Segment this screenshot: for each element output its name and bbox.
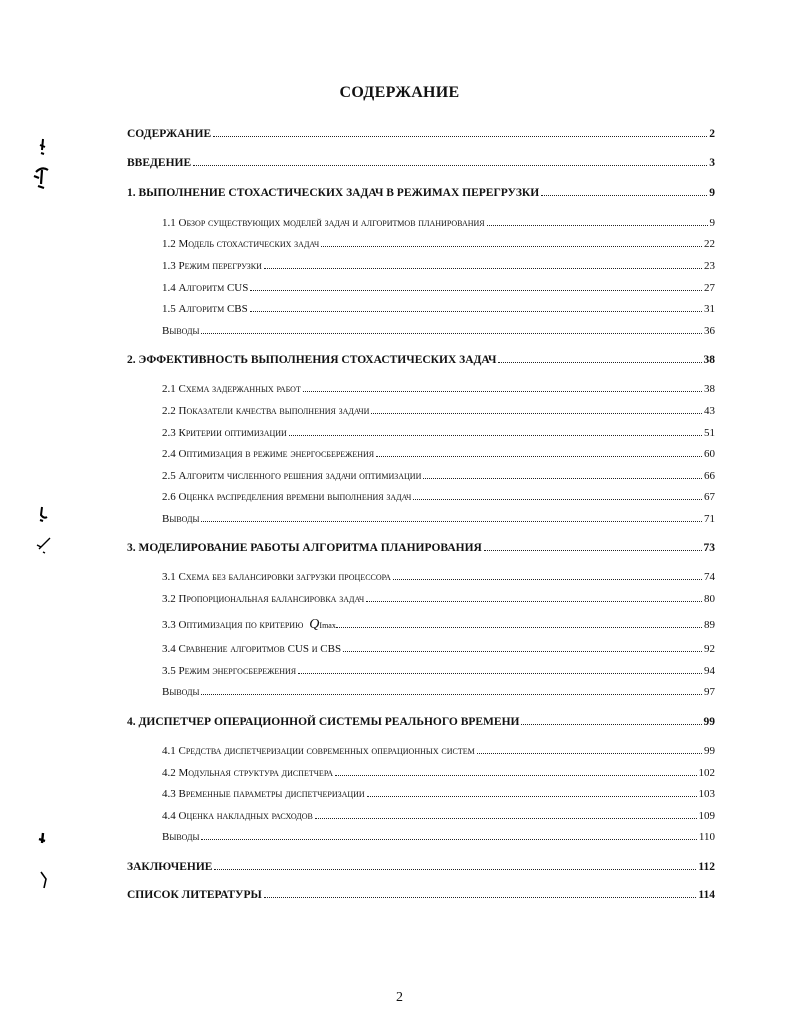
toc-leader-dots: [541, 195, 707, 196]
toc-label: 3.2 Пропорциональная балансировка задач: [162, 593, 365, 605]
toc-entry[interactable]: [162, 217, 715, 229]
toc-label: 2.2 Показатели качества выполнения задачи: [162, 405, 370, 417]
toc-leader-dots: [423, 478, 702, 479]
toc-entry[interactable]: [162, 810, 715, 822]
toc-leader-dots: [321, 246, 702, 247]
toc-page: 38: [703, 354, 715, 366]
toc-page: 102: [698, 767, 715, 779]
page-title: СОДЕРЖАНИЕ: [339, 84, 460, 101]
toc-page: 99: [704, 745, 715, 757]
toc-page: 97: [704, 686, 715, 698]
toc-page: 99: [703, 716, 715, 728]
toc-leader-dots: [315, 818, 697, 819]
page-number: 2: [396, 990, 403, 1005]
toc-page: 66: [704, 470, 715, 482]
toc-label: 4.2 Модульная структура диспетчера: [162, 767, 334, 779]
toc-entry[interactable]: [162, 325, 715, 337]
toc-leader-dots: [498, 362, 701, 363]
toc-leader-dots: [366, 601, 702, 602]
toc-entry[interactable]: [162, 788, 715, 800]
toc-leader-dots: [376, 456, 702, 457]
toc-entry[interactable]: [162, 831, 715, 843]
toc-label: 3. МОДЕЛИРОВАНИЕ РАБОТЫ АЛГОРИТМА ПЛАНИРОВАНИЯ: [127, 542, 482, 554]
scan-speck: [36, 138, 50, 156]
toc-leader-dots: [335, 775, 696, 776]
toc-page: 27: [704, 282, 715, 294]
toc-label: СПИСОК ЛИТЕРАТУРЫ: [127, 889, 262, 901]
toc-page: 51: [704, 427, 715, 439]
toc-page: 2: [709, 128, 715, 140]
toc-entry[interactable]: [127, 157, 715, 169]
toc-page: 22: [704, 238, 715, 250]
toc-page: 23: [704, 260, 715, 272]
toc-entry[interactable]: [162, 643, 715, 655]
toc-entry[interactable]: [162, 686, 715, 698]
toc-page: 38: [704, 383, 715, 395]
toc-leader-dots: [487, 225, 708, 226]
toc-leader-dots: [336, 627, 702, 628]
toc-label: 1.5 Алгоритм CBS: [162, 303, 248, 315]
toc-entry[interactable]: [127, 187, 715, 199]
toc-entry[interactable]: [162, 405, 715, 417]
toc-label: ЗАКЛЮЧЕНИЕ: [127, 861, 213, 873]
toc-label: Выводы: [162, 513, 200, 525]
toc-label: Выводы: [162, 686, 200, 698]
toc-leader-dots: [371, 413, 702, 414]
toc-page: 67: [704, 491, 715, 503]
toc-leader-dots: [193, 165, 707, 166]
toc-page: 36: [704, 325, 715, 337]
toc-entry[interactable]: [162, 303, 715, 315]
toc-entry[interactable]: [162, 593, 715, 605]
toc-leader-dots: [201, 694, 702, 695]
toc-entry[interactable]: [162, 617, 715, 633]
toc-page: 112: [698, 861, 715, 873]
toc-label: 4.1 Средства диспетчеризации современных операционных систем: [162, 745, 475, 757]
toc-label: 1. ВЫПОЛНЕНИЕ СТОХАСТИЧЕСКИХ ЗАДАЧ В РЕЖИМАХ ПЕРЕГРУЗКИ: [127, 187, 540, 199]
toc-entry[interactable]: [162, 513, 715, 525]
toc-label: 1.4 Алгоритм CUS: [162, 282, 249, 294]
toc-page: 3: [709, 157, 715, 169]
toc-page: 73: [703, 542, 715, 554]
toc-page: 110: [698, 831, 715, 843]
toc-label: 2. ЭФФЕКТИВНОСТЬ ВЫПОЛНЕНИЯ СТОХАСТИЧЕСКИХ ЗАДАЧ: [127, 354, 497, 366]
toc-entry[interactable]: [127, 128, 715, 140]
toc-entry[interactable]: [162, 745, 715, 757]
toc-label: 2.3 Критерии оптимизации: [162, 427, 287, 439]
toc-label: 1.2 Модель стохастических задач: [162, 238, 320, 250]
toc-label: 3.1 Схема без балансировки загрузки процессора: [162, 571, 391, 583]
toc-page: 89: [704, 619, 715, 631]
toc-label: 3.3 Оптимизация по критерию: [162, 619, 304, 631]
toc-label: 3.4 Сравнение алгоритмов CUS и CBS: [162, 643, 342, 655]
toc-page: 9: [709, 217, 715, 229]
toc-page: 71: [704, 513, 715, 525]
criterion-symbol: Q: [309, 617, 320, 632]
toc-entry[interactable]: [127, 889, 715, 901]
toc-leader-dots: [521, 724, 701, 725]
scan-speck: [36, 505, 50, 523]
toc-leader-dots: [484, 550, 702, 551]
toc-label: 1.3 Режим перегрузки: [162, 260, 262, 272]
toc-leader-dots: [303, 391, 702, 392]
toc-leader-dots: [393, 579, 702, 580]
toc-leader-dots: [298, 673, 702, 674]
toc-entry[interactable]: [162, 383, 715, 395]
toc-label: 2.4 Оптимизация в режиме энергосбережения: [162, 448, 375, 460]
scan-speck: [34, 535, 54, 555]
toc-page: 114: [698, 889, 715, 901]
toc-page: 103: [698, 788, 715, 800]
toc-page: 109: [698, 810, 715, 822]
toc-leader-dots: [343, 651, 702, 652]
toc-label: 2.5 Алгоритм численного решения задачи оптимизации: [162, 470, 422, 482]
toc-label: СОДЕРЖАНИЕ: [127, 128, 212, 140]
toc-leader-dots: [201, 333, 702, 334]
toc-label: 4. ДИСПЕТЧЕР ОПЕРАЦИОННОЙ СИСТЕМЫ РЕАЛЬНОГО ВРЕМЕНИ: [127, 716, 520, 728]
toc-entry[interactable]: [162, 260, 715, 272]
criterion-superscript: Imax: [319, 621, 336, 630]
scan-speck: [38, 869, 52, 891]
toc-entry[interactable]: [162, 282, 715, 294]
toc-leader-dots: [201, 839, 696, 840]
toc-page: 43: [704, 405, 715, 417]
toc-label: 4.3 Временные параметры диспетчеризации: [162, 788, 365, 800]
toc-entry[interactable]: [162, 767, 715, 779]
toc-leader-dots: [250, 311, 702, 312]
toc-leader-dots: [264, 897, 697, 898]
toc-leader-dots: [213, 136, 707, 137]
toc-leader-dots: [477, 753, 702, 754]
toc-leader-dots: [264, 268, 702, 269]
toc-entry[interactable]: [127, 354, 715, 366]
toc-label: 4.4 Оценка накладных расходов: [162, 810, 313, 822]
toc-leader-dots: [289, 435, 702, 436]
toc-label: Выводы: [162, 831, 200, 843]
scan-speck: [32, 162, 52, 192]
toc-page: 74: [704, 571, 715, 583]
toc-leader-dots: [367, 796, 697, 797]
toc-label: 2.6 Оценка распределения времени выполнения задач: [162, 491, 412, 503]
toc-leader-dots: [413, 499, 702, 500]
toc-entry[interactable]: [162, 238, 715, 250]
toc-entry[interactable]: [127, 716, 715, 728]
toc-label: ВВЕДЕНИЕ: [127, 157, 192, 169]
toc-page: 92: [704, 643, 715, 655]
toc-entry[interactable]: [162, 491, 715, 503]
toc-page: 60: [704, 448, 715, 460]
toc-entry[interactable]: [162, 571, 715, 583]
toc-label: 3.5 Режим энергосбережения: [162, 665, 297, 677]
toc-entry[interactable]: [127, 542, 715, 554]
toc-label: 2.1 Схема задержанных работ: [162, 383, 301, 395]
toc-leader-dots: [201, 521, 702, 522]
scan-speck: [36, 831, 50, 849]
toc-page: 9: [709, 187, 715, 199]
toc-entry[interactable]: [162, 470, 715, 482]
toc-leader-dots: [250, 290, 702, 291]
toc-label: Выводы: [162, 325, 200, 337]
toc-page: 80: [704, 593, 715, 605]
toc-leader-dots: [214, 869, 696, 870]
toc-entry[interactable]: [162, 665, 715, 677]
toc-page: 94: [704, 665, 715, 677]
toc-label: 1.1 Обзор существующих моделей задач и алгоритмов планирования: [162, 217, 485, 229]
toc-entry[interactable]: [162, 427, 715, 439]
toc-entry[interactable]: [162, 448, 715, 460]
toc-entry[interactable]: [127, 861, 715, 873]
toc-page: 31: [704, 303, 715, 315]
